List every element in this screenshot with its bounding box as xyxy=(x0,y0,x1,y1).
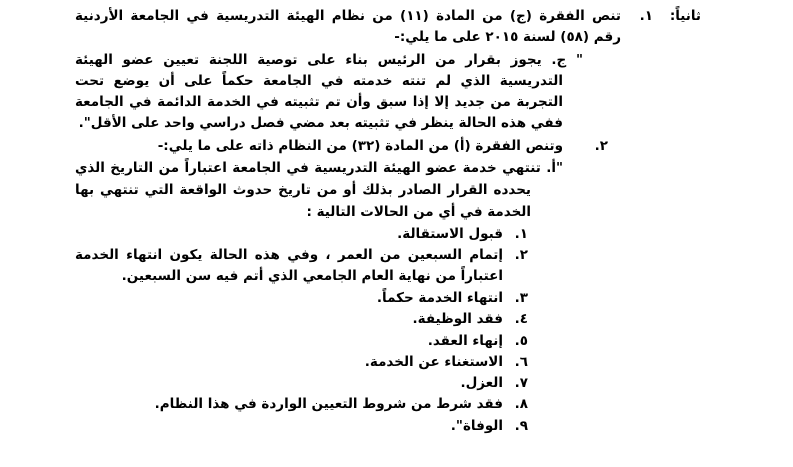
case-number-6: ٦. xyxy=(514,354,528,370)
item-1-line-1: تنص الفقرة (ج) من المادة (١١) من نظام الهيئة التدريسية في الجامعة الأردنية xyxy=(75,8,621,24)
quote-1-line-2: التدريسية الذي لم تنته خدمته في الجامعة حكماً على أن يوضع تحت xyxy=(75,73,563,89)
quote-1-line-1: " ج. يجوز بقرار من الرئيس بناء على توصية اللجنة تعيين عضو الهيئة xyxy=(75,52,583,68)
case-7-text: العزل. xyxy=(460,375,503,391)
case-4-text: فقد الوظيفة. xyxy=(412,311,503,327)
case-9-text: الوفاة". xyxy=(450,418,503,434)
case-number-8: ٨. xyxy=(514,396,528,412)
quote-1-line-4: ففي هذه الحالة ينظر في تثبيته بعد مضي فصل دراسي واحد على الأقل". xyxy=(78,115,563,131)
case-2-line-2: اعتباراً من نهاية العام الجامعي الذي أتم فيه سن السبعين. xyxy=(121,268,503,284)
case-number-7: ٧. xyxy=(514,375,528,391)
quote-2-line-1: "أ. تنتهي خدمة عضو الهيئة التدريسية في الجامعة اعتباراً من التاريخ الذي xyxy=(75,160,563,176)
case-number-9: ٩. xyxy=(514,418,528,434)
case-5-text: إنهاء العقد. xyxy=(427,333,503,349)
case-number-2: ٢. xyxy=(514,247,528,263)
item-2-line-1: وتنص الفقرة (أ) من المادة (٣٢) من النظام ذاته على ما يلي:- xyxy=(157,138,563,154)
case-6-text: الاستغناء عن الخدمة. xyxy=(364,354,503,370)
case-number-3: ٣. xyxy=(514,290,528,306)
quote-2-line-3: الخدمة في أي من الحالات التالية : xyxy=(306,204,531,220)
item-number-1: ١. xyxy=(639,8,653,24)
case-2-line-1: إتمام السبعين من العمر ، وفي هذه الحالة يكون انتهاء الخدمة xyxy=(75,247,503,263)
case-number-4: ٤. xyxy=(514,311,528,327)
quote-1-line-3: التجربة من جديد إلا إذا سبق وأن تم تثبيته في الخدمة الدائمة في الجامعة xyxy=(75,94,563,110)
item-number-2: ٢. xyxy=(594,138,608,154)
case-8-text: فقد شرط من شروط التعيين الواردة في هذا النظام. xyxy=(154,396,503,412)
case-number-1: ١. xyxy=(514,226,528,242)
case-1-text: قبول الاستقالة. xyxy=(397,226,503,242)
item-1-line-2: رقم (٥٨) لسنة ٢٠١٥ على ما يلي:- xyxy=(394,29,621,45)
section-heading: ثانياً: xyxy=(669,8,701,24)
case-3-text: انتهاء الخدمة حكماً. xyxy=(376,290,503,306)
quote-2-line-2: يحدده القرار الصادر بذلك أو من تاريخ حدوث الواقعة التي تنتهي بها xyxy=(75,182,531,198)
case-number-5: ٥. xyxy=(514,333,528,349)
